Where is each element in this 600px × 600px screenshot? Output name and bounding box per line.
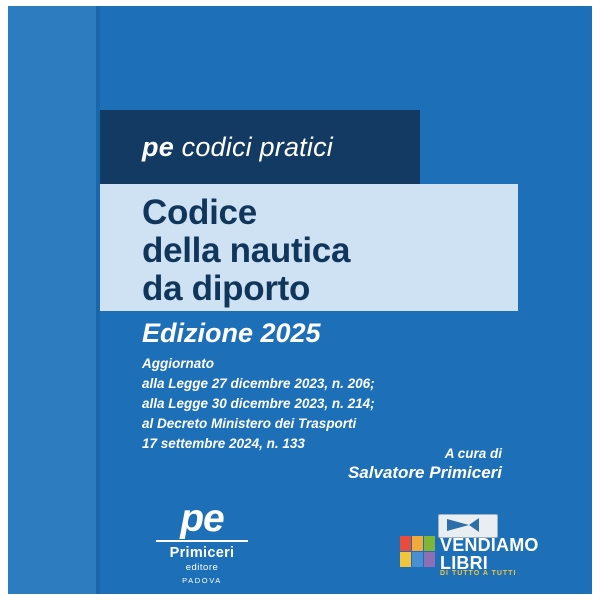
publisher-divider <box>156 540 248 542</box>
publisher-monogram: pe <box>180 497 224 540</box>
updates-line-1: Aggiornato <box>142 356 214 371</box>
edition-label: Edizione 2025 <box>142 318 321 348</box>
page-title <box>142 194 512 307</box>
watermark-title-line-1: VENDIAMO <box>440 535 539 555</box>
spine-band <box>8 6 100 594</box>
updates-line-3: alla Legge 30 dicembre 2023, n. 214; <box>142 395 375 411</box>
watermark-title-line-2: LIBRI <box>440 553 488 573</box>
series-title-bold: pe <box>142 131 174 162</box>
publisher-name: Primiceri <box>169 545 235 562</box>
fish-body-icon <box>447 519 469 531</box>
updates-line-4: al Decreto Ministero dei Trasporti <box>142 415 357 431</box>
updates-block <box>142 354 375 454</box>
title-panel <box>100 184 518 311</box>
color-bar-blue <box>412 552 423 567</box>
color-bar-purple <box>424 552 435 567</box>
watermark-title <box>440 536 539 572</box>
curator-prefix: A cura di <box>444 446 502 461</box>
publisher-city: PADOVA <box>182 576 222 586</box>
curator-block <box>348 446 502 483</box>
publisher-logo <box>142 497 262 586</box>
vendiamolibri-watermark <box>400 518 568 582</box>
color-bar-orange <box>412 536 423 551</box>
series-banner <box>100 110 420 184</box>
color-bars-icon <box>400 536 434 568</box>
series-title <box>142 132 333 163</box>
watermark-subtitle: DI TUTTO A TUTTI <box>440 570 517 577</box>
color-bar-yellow <box>400 552 411 567</box>
publisher-role: editore <box>185 562 219 574</box>
cover-page-background <box>8 6 592 594</box>
title-line-2: della nautica <box>142 230 351 270</box>
fish-tail-icon <box>469 518 479 532</box>
title-line-3: da diporto <box>142 268 311 308</box>
updates-line-2: alla Legge 27 dicembre 2023, n. 206; <box>142 375 375 391</box>
title-line-1: Codice <box>142 193 257 232</box>
color-bar-red <box>400 536 411 551</box>
color-bar-green <box>424 536 435 551</box>
curator-name: Salvatore Primiceri <box>347 463 502 482</box>
series-title-light: codici pratici <box>173 131 333 162</box>
updates-line-5: 17 settembre 2024, n. 133 <box>142 435 305 451</box>
